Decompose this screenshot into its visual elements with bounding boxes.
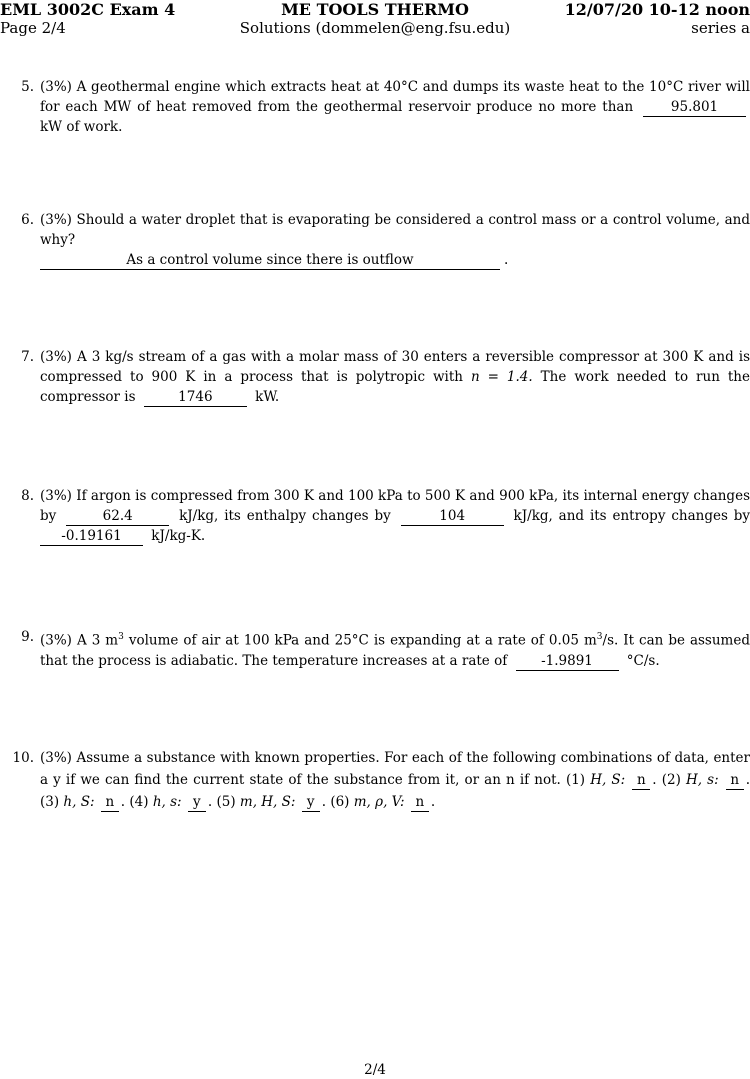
item-label: (1) [565, 772, 586, 788]
answer-blank[interactable]: n [726, 772, 744, 790]
answer-blank[interactable]: -1.9891 [516, 653, 619, 671]
exam-subheader [0, 19, 750, 39]
item-label: (3) [40, 794, 60, 810]
question-number: 9. [21, 629, 34, 645]
item-5: (5) m, H, S: y . [216, 794, 327, 810]
answer-blank-internal-energy[interactable]: 62.4 [66, 508, 169, 526]
item-label: (4) [129, 794, 149, 810]
series-label: series a [691, 19, 750, 37]
question-text: (3%) If argon is compressed from 300 K and 100 kPa to 500 K and 900 kPa, its internal energy changes by [40, 488, 750, 524]
exam-header [0, 0, 750, 20]
question-text: kJ/kg, and its entropy changes by [513, 508, 750, 524]
question-number: 7. [21, 349, 34, 365]
item-3: (3) h, S: n . [40, 794, 126, 810]
item-label: (5) [216, 794, 236, 810]
page-indicator: Page 2/4 [0, 19, 66, 37]
question-9 [21, 627, 750, 671]
question-text: volume of air at 100 kPa and 25°C is expanding at a rate of 0.05 m [128, 632, 597, 649]
exam-date: 12/07/20 10-12 noon [564, 0, 750, 19]
answer-blank[interactable]: As a control volume since there is outflow [40, 252, 500, 270]
question-text: (3%) A 3 m [40, 632, 119, 649]
question-text: kJ/kg, its enthalpy changes by [179, 508, 391, 524]
question-6 [21, 210, 750, 270]
question-text: kW. [255, 389, 280, 405]
question-5 [21, 77, 750, 137]
course-title: EML 3002C Exam 4 [0, 0, 176, 19]
item-6: (6) m, ρ, V: n . [330, 794, 436, 810]
answer-blank[interactable]: n [411, 794, 429, 812]
answer-blank[interactable]: n [632, 772, 650, 790]
answer-blank[interactable]: y [302, 794, 320, 812]
question-8 [21, 486, 750, 546]
question-text: . [504, 252, 509, 268]
answer-blank[interactable]: n [101, 794, 119, 812]
item-vars: h, s: [152, 794, 182, 810]
question-text: kJ/kg-K. [151, 528, 206, 544]
superscript: 3 [118, 632, 124, 642]
question-7 [21, 347, 750, 407]
item-vars: H, s: [685, 772, 719, 788]
question-text: kW of work. [40, 119, 123, 135]
question-number: 6. [21, 212, 34, 228]
question-text: (3%) Assume a substance with known properties. For each of the following combinations of data, enter a y if we can find the current state of the substance from it, or an n if not. [40, 750, 750, 788]
polytropic-exponent: n = 1.4. [470, 369, 533, 385]
item-vars: m, ρ, V: [353, 794, 405, 810]
subject-title: ME TOOLS THERMO [281, 0, 469, 19]
question-text: /s. It can be assumed that the process is adiabatic. The temperature increases at a rate of [40, 632, 750, 669]
answer-blank-entropy[interactable]: -0.19161 [40, 528, 143, 546]
item-label: (6) [330, 794, 350, 810]
question-text: (3%) Should a water droplet that is evaporating be considered a control mass or a control volume, and why? [40, 212, 750, 248]
item-label: (2) [661, 772, 681, 788]
item-2: (2) H, s: n . [661, 772, 750, 788]
question-text: The work needed to run the compressor is [40, 369, 750, 405]
superscript: 3 [596, 632, 603, 642]
item-vars: h, S: [63, 794, 95, 810]
answer-blank[interactable]: 95.801 [643, 99, 746, 117]
solutions-label: Solutions (dommelen@eng.fsu.edu) [239, 19, 511, 37]
answer-blank[interactable]: y [188, 794, 206, 812]
answer-blank[interactable]: 1746 [144, 389, 247, 407]
item-vars: H, S: [590, 772, 626, 788]
page-footer: 2/4 [364, 1062, 386, 1078]
item-1: (1) H, S: n . [565, 772, 657, 788]
question-10 [12, 747, 750, 813]
question-number: 5. [21, 79, 34, 95]
item-4: (4) h, s: y . [129, 794, 213, 810]
question-text: (3%) A geothermal engine which extracts heat at 40°C and dumps its waste heat to the 10°C river will for each MW of heat removed from the geothermal reservoir produce no more than [40, 79, 750, 115]
question-text: (3%) A 3 kg/s stream of a gas with a molar mass of 30 enters a reversible compressor at 300 K and is compressed to 900 K in a process that is polytropic with [40, 349, 750, 385]
question-number: 10. [12, 750, 34, 766]
question-text: °C/s. [626, 652, 660, 669]
answer-blank-enthalpy[interactable]: 104 [401, 508, 504, 526]
item-vars: m, H, S: [239, 794, 296, 810]
question-number: 8. [21, 488, 34, 504]
